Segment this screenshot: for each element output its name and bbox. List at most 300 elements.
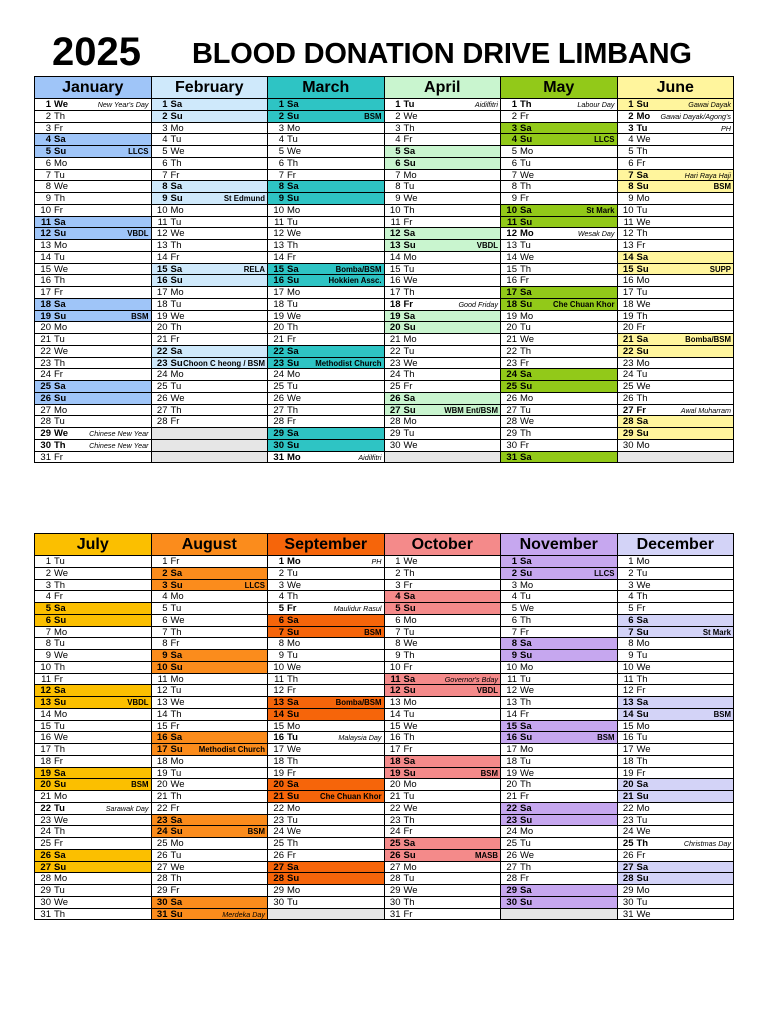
day-number: 12: [389, 685, 401, 697]
weekday-label: Fr: [403, 579, 413, 591]
day-number: 6: [278, 157, 284, 169]
day-number: 2: [162, 567, 168, 579]
weekday-label: Tu: [520, 673, 531, 685]
day-row: [35, 744, 151, 756]
weekday-label: Su: [170, 661, 183, 673]
day-number: 14: [156, 251, 168, 263]
day-row: [618, 850, 734, 862]
weekday-label: Mo: [403, 697, 417, 708]
day-number: 4: [395, 134, 401, 146]
weekday-label: Mo: [54, 873, 68, 885]
day-row: [35, 615, 151, 627]
holiday-note: PH: [371, 557, 382, 566]
day-row: [618, 428, 734, 440]
year-title: 2025: [52, 30, 141, 74]
weekday-label: Tu: [520, 157, 531, 169]
day-row: [385, 591, 501, 603]
day-number: 5: [45, 146, 51, 157]
weekday-label: Tu: [520, 838, 531, 849]
weekday-label: Tu: [287, 216, 298, 228]
day-row: [501, 744, 617, 756]
event-note: SUPP: [709, 264, 731, 274]
day-number: 10: [506, 661, 517, 673]
weekday-label: Sa: [287, 345, 299, 357]
day-number: 23: [622, 357, 634, 369]
day-number: 6: [278, 614, 284, 626]
day-number: 13: [40, 697, 51, 708]
day-number: 28: [622, 416, 634, 428]
calendar-first-half: [34, 76, 734, 463]
day-number: 12: [40, 685, 51, 697]
day-row: [618, 826, 734, 838]
day-row: [501, 275, 617, 287]
weekday-label: Sa: [403, 392, 416, 404]
day-number: 4: [511, 134, 517, 146]
day-number: 3: [278, 579, 284, 591]
weekday-label: Su: [403, 849, 416, 861]
empty-cell: [618, 452, 734, 464]
day-number: 17: [40, 287, 51, 298]
day-row: [268, 275, 384, 287]
weekday-label: Su: [520, 134, 533, 146]
weekday-label: Th: [54, 661, 66, 673]
holiday-note: Christmas Day: [683, 839, 731, 848]
day-number: 30: [389, 896, 401, 908]
day-number: 15: [389, 263, 401, 275]
day-row: [618, 217, 734, 229]
day-row: [152, 228, 268, 240]
day-number: 21: [389, 334, 401, 345]
event-note: BSM: [364, 111, 382, 121]
day-row: [152, 662, 268, 674]
day-row: [152, 123, 268, 135]
day-number: 23: [506, 357, 517, 369]
day-row: [618, 358, 734, 370]
weekday-label: We: [287, 661, 302, 673]
day-number: 26: [506, 849, 517, 861]
month-header: January: [35, 77, 151, 99]
day-row: [385, 779, 501, 791]
day-number: 21: [40, 791, 51, 802]
day-number: 5: [628, 146, 634, 157]
day-row: [385, 873, 501, 885]
day-number: 10: [389, 204, 401, 216]
day-number: 15: [273, 263, 284, 275]
day-row: [385, 838, 501, 850]
day-number: 11: [274, 673, 284, 685]
day-number: 26: [273, 392, 284, 404]
day-row: [268, 803, 384, 815]
weekday-label: Fr: [170, 334, 180, 345]
day-number: 12: [622, 685, 634, 697]
day-row: [35, 697, 151, 709]
weekday-label: Tu: [287, 134, 298, 146]
weekday-label: Th: [170, 404, 182, 416]
day-number: 5: [395, 603, 401, 614]
event-note: LLCS: [244, 580, 265, 590]
day-row: [385, 756, 501, 768]
day-row: [268, 685, 384, 697]
day-row: [35, 909, 151, 921]
day-row: [618, 146, 734, 158]
day-row: [268, 322, 384, 334]
day-row: [385, 440, 501, 452]
day-number: 11: [506, 216, 517, 228]
weekday-label: Th: [54, 579, 66, 591]
day-row: [385, 768, 501, 780]
weekday-label: Th: [403, 122, 415, 134]
day-row: [35, 111, 151, 123]
day-row: [501, 193, 617, 205]
day-number: 3: [45, 579, 51, 591]
weekday-label: We: [636, 661, 651, 673]
day-row: [35, 170, 151, 182]
day-number: 5: [395, 146, 401, 157]
day-number: 24: [273, 369, 284, 381]
day-row: [268, 768, 384, 780]
weekday-label: Fr: [403, 216, 413, 228]
day-number: 16: [40, 275, 51, 287]
day-number: 6: [162, 614, 168, 626]
day-number: 25: [389, 838, 401, 849]
day-row: [385, 275, 501, 287]
weekday-label: Tu: [403, 791, 415, 802]
day-row: [618, 275, 734, 287]
weekday-label: Mo: [636, 439, 650, 451]
day-number: 8: [278, 638, 284, 650]
day-number: 8: [628, 181, 634, 193]
event-note: Che Chuan Khor: [552, 299, 615, 309]
day-row: [385, 603, 501, 615]
day-row: [152, 873, 268, 885]
weekday-label: Mo: [54, 626, 68, 638]
day-number: 16: [156, 275, 168, 287]
day-number: 24: [156, 826, 168, 838]
day-row: [268, 264, 384, 276]
day-row: [385, 685, 501, 697]
day-number: 2: [511, 110, 517, 122]
day-number: 19: [156, 310, 168, 322]
weekday-label: Tu: [520, 591, 531, 603]
weekday-label: Sa: [520, 885, 532, 896]
day-row: [35, 873, 151, 885]
day-number: 17: [40, 744, 51, 755]
weekday-label: We: [636, 216, 651, 228]
day-row: [268, 452, 384, 464]
weekday-label: Mo: [54, 708, 68, 720]
day-row: [268, 381, 384, 393]
day-number: 31: [273, 451, 284, 463]
day-number: 7: [511, 626, 517, 638]
day-number: 11: [274, 216, 284, 228]
day-row: [501, 873, 617, 885]
day-row: [152, 815, 268, 827]
day-row: [152, 240, 268, 252]
weekday-label: Th: [54, 275, 66, 287]
weekday-label: We: [170, 697, 185, 708]
day-number: 2: [511, 567, 517, 579]
event-note: VBDL: [476, 686, 498, 696]
weekday-label: Mo: [520, 310, 534, 322]
day-row: [385, 393, 501, 405]
day-number: 13: [622, 697, 634, 708]
weekday-label: Mo: [403, 169, 417, 181]
day-row: [152, 311, 268, 323]
event-note: Methodist Church: [198, 745, 265, 754]
weekday-label: Tu: [636, 896, 648, 908]
weekday-label: Sa: [636, 861, 649, 873]
weekday-label: Th: [636, 591, 648, 603]
weekday-label: Fr: [170, 251, 180, 263]
weekday-label: Mo: [403, 779, 417, 791]
weekday-label: Tu: [287, 381, 298, 392]
weekday-label: Su: [520, 298, 533, 310]
day-row: [618, 779, 734, 791]
day-number: 7: [511, 169, 517, 181]
day-row: [268, 299, 384, 311]
day-number: 15: [40, 720, 51, 732]
day-row: [35, 381, 151, 393]
weekday-label: Th: [520, 428, 532, 439]
weekday-label: Su: [520, 381, 533, 392]
weekday-label: Th: [403, 369, 415, 381]
weekday-label: Tu: [170, 767, 182, 779]
empty-cell: [152, 440, 268, 452]
day-row: [501, 181, 617, 193]
day-row: [152, 744, 268, 756]
day-row: [152, 615, 268, 627]
month-column-september: [268, 534, 385, 920]
weekday-label: Tu: [54, 802, 65, 814]
weekday-label: Tu: [54, 885, 65, 896]
day-row: [385, 791, 501, 803]
day-number: 13: [506, 697, 517, 708]
day-row: [501, 369, 617, 381]
day-number: 10: [40, 204, 51, 216]
day-number: 1: [395, 99, 401, 110]
weekday-label: Th: [403, 567, 415, 579]
day-number: 18: [40, 755, 51, 767]
day-row: [35, 134, 151, 146]
day-number: 20: [389, 322, 401, 334]
day-number: 8: [45, 638, 51, 650]
day-row: [385, 627, 501, 639]
day-number: 30: [273, 439, 284, 451]
event-note: RELA: [243, 264, 265, 274]
day-number: 19: [389, 767, 401, 779]
day-number: 6: [395, 614, 401, 626]
day-row: [501, 838, 617, 850]
weekday-label: Fr: [54, 287, 63, 298]
day-row: [152, 158, 268, 170]
day-number: 25: [40, 381, 51, 392]
day-number: 12: [156, 685, 168, 697]
weekday-label: We: [403, 802, 418, 814]
weekday-label: Th: [170, 873, 182, 885]
weekday-label: Mo: [54, 322, 68, 334]
day-row: [618, 369, 734, 381]
day-row: [618, 721, 734, 733]
day-row: [618, 111, 734, 123]
weekday-label: Th: [520, 861, 532, 873]
day-row: [268, 815, 384, 827]
day-row: [501, 674, 617, 686]
weekday-label: Th: [170, 626, 182, 638]
weekday-label: We: [170, 310, 185, 322]
day-number: 28: [156, 416, 168, 428]
weekday-label: Sa: [287, 428, 299, 439]
weekday-label: Tu: [636, 732, 648, 744]
day-number: 27: [622, 861, 634, 873]
day-number: 22: [156, 802, 168, 814]
weekday-label: Sa: [54, 216, 66, 228]
weekday-label: Fr: [636, 767, 646, 779]
day-number: 24: [622, 369, 634, 381]
weekday-label: Sa: [54, 685, 66, 697]
day-row: [501, 662, 617, 674]
day-number: 10: [622, 204, 634, 216]
day-row: [501, 627, 617, 639]
weekday-label: Fr: [170, 638, 180, 650]
weekday-label: Sa: [54, 767, 66, 779]
weekday-label: Sa: [54, 298, 66, 310]
weekday-label: Tu: [403, 181, 415, 193]
day-number: 20: [389, 779, 401, 791]
day-row: [618, 322, 734, 334]
day-number: 15: [40, 263, 51, 275]
day-number: 3: [162, 579, 168, 591]
day-number: 9: [278, 650, 284, 661]
event-note: BSM: [364, 627, 382, 637]
day-row: [152, 756, 268, 768]
day-row: [152, 638, 268, 650]
day-number: 18: [389, 298, 401, 310]
weekday-label: Fr: [403, 134, 413, 146]
month-header: October: [385, 534, 501, 556]
weekday-label: Tu: [636, 650, 648, 661]
day-row: [385, 885, 501, 897]
day-number: 14: [389, 708, 401, 720]
weekday-label: Sa: [520, 556, 532, 567]
day-row: [501, 568, 617, 580]
day-row: [501, 615, 617, 627]
day-row: [152, 193, 268, 205]
day-number: 28: [40, 873, 51, 885]
day-row: [501, 732, 617, 744]
event-note: St Mark: [586, 205, 615, 215]
day-row: [35, 709, 151, 721]
day-row: [385, 205, 501, 217]
day-number: 14: [622, 251, 634, 263]
day-number: 4: [395, 591, 401, 603]
weekday-label: Tu: [520, 404, 531, 416]
day-number: 22: [506, 802, 517, 814]
day-row: [618, 287, 734, 299]
day-row: [501, 205, 617, 217]
weekday-label: Fr: [636, 322, 646, 334]
day-number: 24: [40, 826, 51, 838]
day-row: [152, 205, 268, 217]
day-number: 21: [156, 791, 168, 802]
weekday-label: Mo: [520, 744, 534, 755]
day-row: [268, 744, 384, 756]
weekday-label: Tu: [403, 345, 415, 357]
weekday-label: Sa: [54, 134, 66, 146]
day-row: [35, 181, 151, 193]
weekday-label: We: [403, 193, 418, 204]
day-row: [35, 897, 151, 909]
day-row: [618, 580, 734, 592]
weekday-label: Th: [403, 896, 415, 908]
weekday-label: Th: [170, 322, 182, 334]
day-row: [35, 322, 151, 334]
day-row: [268, 850, 384, 862]
day-row: [618, 311, 734, 323]
day-row: [268, 556, 384, 568]
weekday-label: Sa: [636, 614, 649, 626]
weekday-label: Fr: [636, 849, 646, 861]
day-number: 11: [507, 673, 517, 685]
day-row: [152, 732, 268, 744]
day-number: 17: [156, 744, 168, 755]
day-number: 27: [389, 404, 401, 416]
day-row: [618, 815, 734, 827]
day-row: [385, 334, 501, 346]
day-row: [385, 721, 501, 733]
day-row: [35, 662, 151, 674]
day-number: 6: [45, 157, 51, 169]
weekday-label: Th: [287, 322, 299, 334]
weekday-label: Sa: [636, 334, 649, 345]
day-number: 2: [395, 567, 401, 579]
weekday-label: Su: [403, 767, 416, 779]
weekday-label: Th: [520, 181, 532, 193]
weekday-label: Sa: [170, 263, 183, 275]
weekday-label: Th: [287, 755, 299, 767]
holiday-note: Chinese New Year: [89, 440, 149, 450]
calendar-second-half: [34, 533, 734, 920]
day-number: 15: [273, 720, 284, 732]
day-number: 19: [389, 310, 401, 322]
weekday-label: Mo: [403, 334, 417, 345]
day-number: 14: [506, 708, 517, 720]
weekday-label: Tu: [636, 204, 648, 216]
day-row: [618, 756, 734, 768]
day-number: 30: [40, 439, 51, 451]
day-number: 8: [511, 638, 517, 650]
weekday-label: Sa: [636, 416, 649, 428]
day-number: 31: [40, 451, 51, 463]
empty-cell: [385, 452, 501, 464]
day-number: 22: [622, 345, 634, 357]
event-note: Hokkien Assc.: [328, 276, 382, 286]
day-number: 11: [157, 673, 168, 685]
weekday-label: Su: [403, 157, 416, 169]
day-number: 16: [273, 732, 284, 744]
weekday-label: Tu: [170, 216, 182, 228]
day-row: [618, 99, 734, 111]
day-number: 4: [162, 591, 168, 603]
day-number: 22: [622, 802, 634, 814]
day-row: [385, 146, 501, 158]
day-number: 20: [273, 322, 284, 334]
day-row: [618, 264, 734, 276]
day-row: [152, 299, 268, 311]
day-row: [618, 334, 734, 346]
weekday-label: Tu: [287, 298, 298, 310]
weekday-label: Tu: [403, 428, 415, 439]
day-number: 27: [156, 404, 168, 416]
